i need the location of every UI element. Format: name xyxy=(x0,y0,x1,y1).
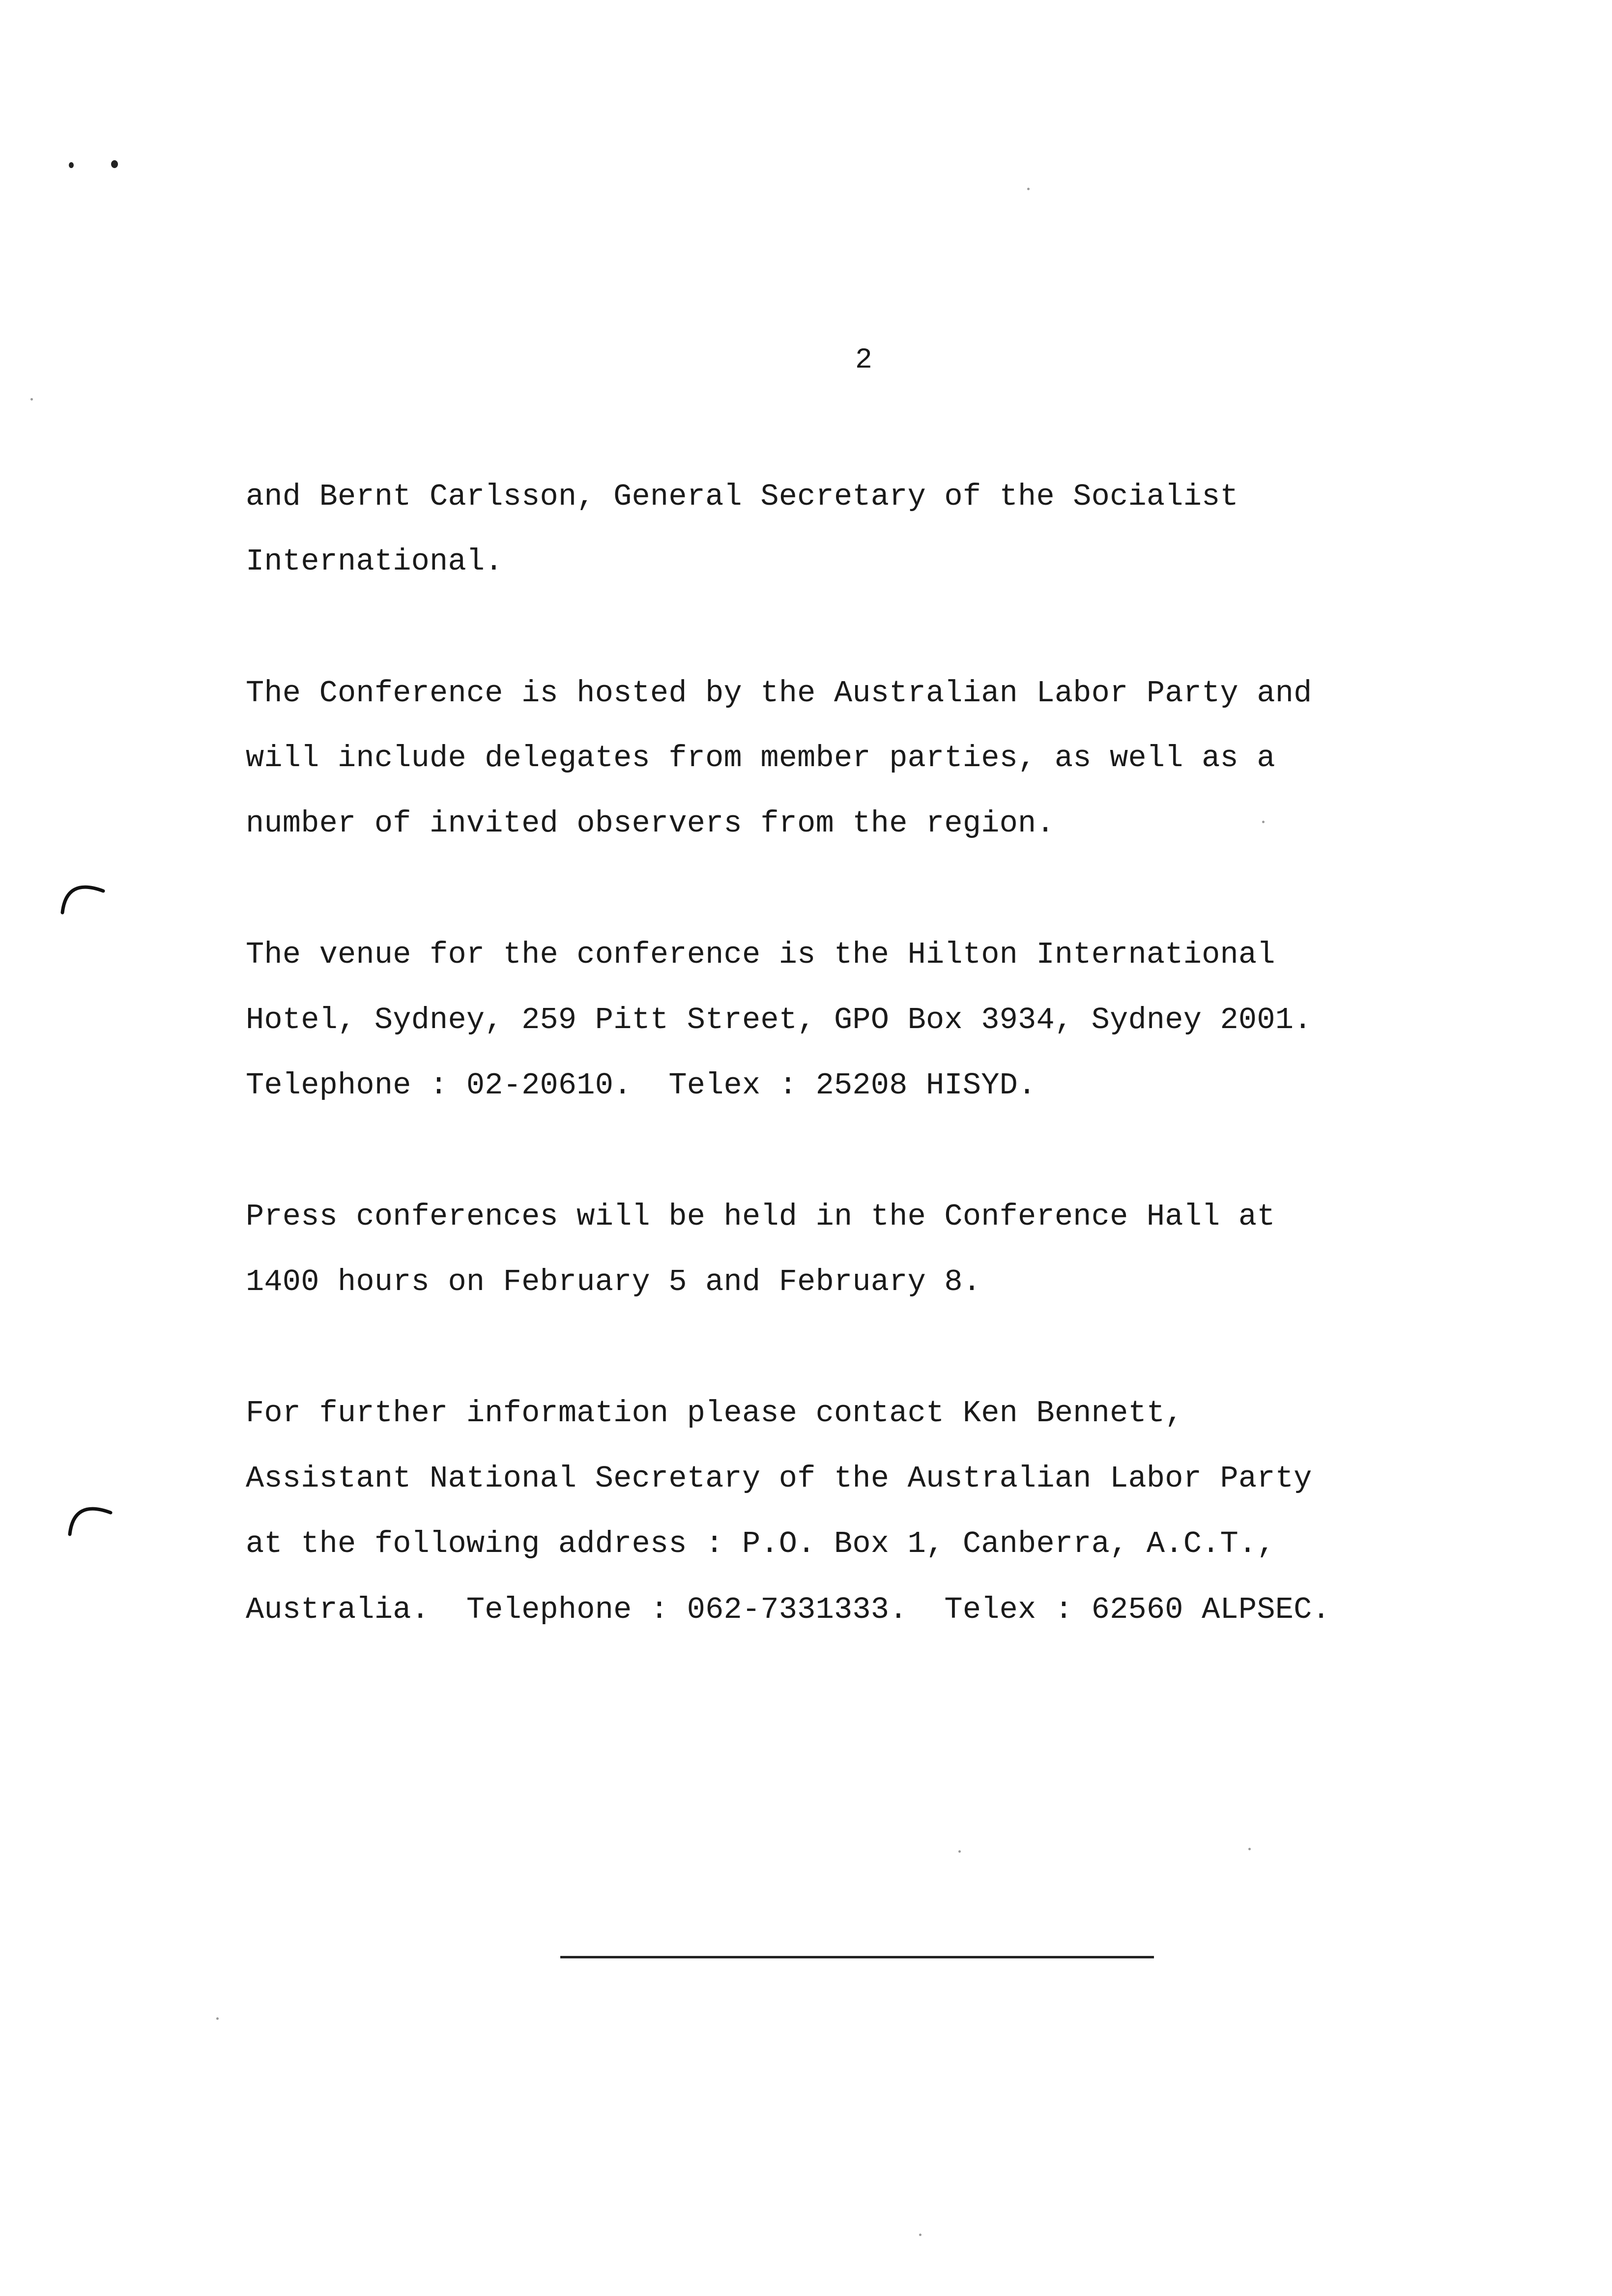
scan-speck xyxy=(1262,821,1265,823)
scan-speck xyxy=(919,2234,921,2236)
page-number: 2 xyxy=(855,344,872,376)
punch-hole-arc-upper xyxy=(57,867,111,917)
paragraph-4-line-2: 1400 hours on February 5 and February 8. xyxy=(246,1264,981,1299)
paragraph-5-line-2: Assistant National Secretary of the Australian Labor Party xyxy=(246,1461,1312,1496)
paragraph-1-line-1: and Bernt Carlsson, General Secretary of the Socialist xyxy=(246,479,1238,514)
closing-rule xyxy=(560,1956,1154,1958)
paragraph-2-line-2: will include delegates from member parties, as well as a xyxy=(246,741,1275,775)
paragraph-2-line-1: The Conference is hosted by the Australian Labor Party and xyxy=(246,676,1312,711)
paragraph-1-line-2: International. xyxy=(246,544,503,579)
punch-hole-arc-lower xyxy=(64,1489,118,1538)
paragraph-5-line-3: at the following address : P.O. Box 1, Canberra, A.C.T., xyxy=(246,1526,1275,1561)
paragraph-3-line-2: Hotel, Sydney, 259 Pitt Street, GPO Box 3934, Sydney 2001. xyxy=(246,1003,1312,1037)
scan-speck xyxy=(69,162,74,168)
scan-speck xyxy=(30,398,33,401)
paragraph-5-line-4: Australia. Telephone : 062-7331333. Telex : 62560 ALPSEC. xyxy=(246,1592,1330,1627)
paragraph-4-line-1: Press conferences will be held in the Conference Hall at xyxy=(246,1199,1275,1234)
paragraph-5-line-1: For further information please contact Ken Bennett, xyxy=(246,1396,1183,1431)
scan-speck xyxy=(1248,1848,1251,1850)
scan-speck xyxy=(958,1850,961,1853)
paragraph-2-line-3: number of invited observers from the region. xyxy=(246,806,1055,841)
scan-speck xyxy=(111,160,118,168)
scan-speck xyxy=(1027,188,1030,190)
paragraph-3-line-1: The venue for the conference is the Hilton International xyxy=(246,937,1275,972)
paragraph-3-line-3: Telephone : 02-20610. Telex : 25208 HISYD. xyxy=(246,1068,1036,1103)
scan-speck xyxy=(216,2017,219,2020)
